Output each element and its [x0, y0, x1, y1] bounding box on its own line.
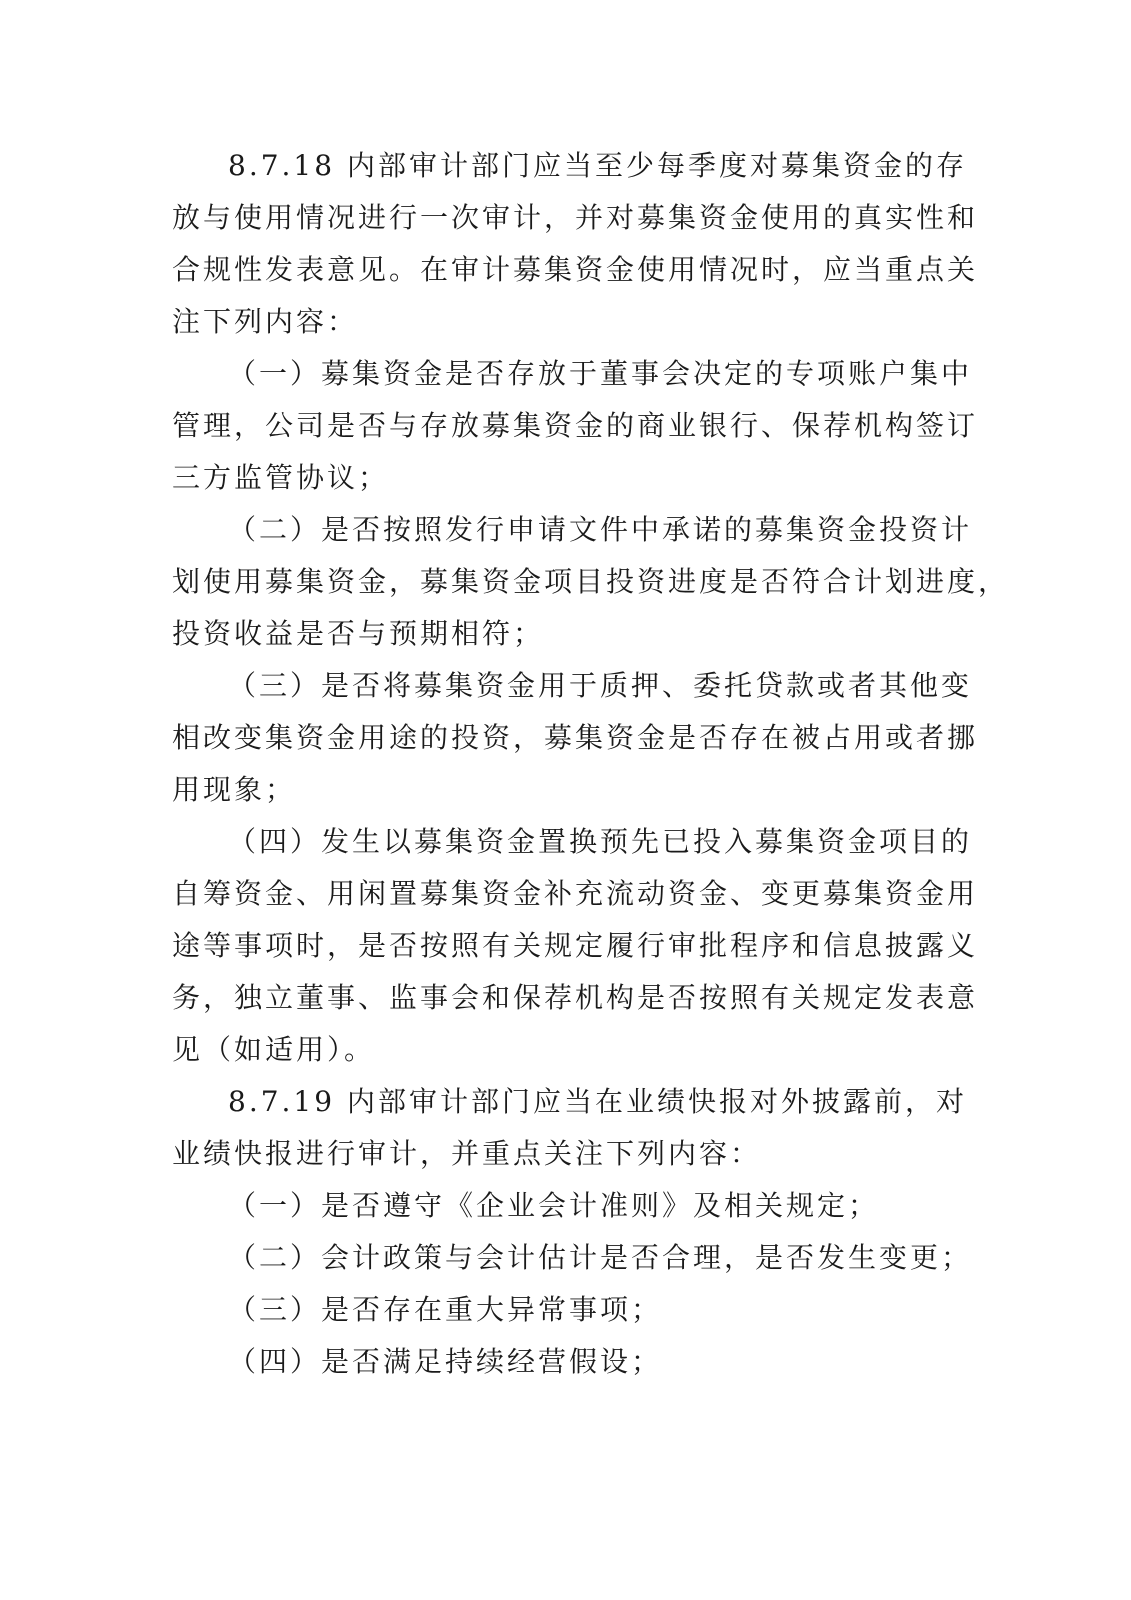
text-line: （三）是否将募集资金用于质押、委托贷款或者其他变 — [228, 669, 973, 702]
text-line: 业绩快报进行审计，并重点关注下列内容： — [172, 1137, 762, 1170]
text-line: 三方监管协议； — [172, 461, 390, 494]
text-line: 管理，公司是否与存放募集资金的商业银行、保荐机构签订 — [172, 409, 979, 442]
text-line: 相改变集资金用途的投资，募集资金是否存在被占用或者挪 — [172, 721, 979, 754]
text-line: 务，独立董事、监事会和保荐机构是否按照有关规定发表意 — [172, 981, 979, 1014]
text-line: （三）是否存在重大异常事项； — [228, 1293, 663, 1326]
text-line: 注下列内容： — [172, 305, 359, 338]
text-line: （二）是否按照发行申请文件中承诺的募集资金投资计 — [228, 513, 973, 546]
text-line: 途等事项时，是否按照有关规定履行审批程序和信息披露义 — [172, 929, 979, 962]
text-line: （一）募集资金是否存放于董事会决定的专项账户集中 — [228, 357, 973, 390]
text-line: （二）会计政策与会计估计是否合理，是否发生变更； — [228, 1241, 973, 1274]
text-line: 见（如适用）。 — [172, 1033, 376, 1066]
text-line: 用现象； — [172, 773, 297, 806]
text-line: 合规性发表意见。在审计募集资金使用情况时，应当重点关 — [172, 253, 979, 286]
text-line: 自筹资金、用闲置募集资金补充流动资金、变更募集资金用 — [172, 877, 979, 910]
text-line: 放与使用情况进行一次审计，并对募集资金使用的真实性和 — [172, 201, 979, 234]
text-line: 8.7.18 内部审计部门应当至少每季度对募集资金的存 — [228, 149, 967, 182]
text-line: 投资收益是否与预期相符； — [172, 617, 545, 650]
text-line: 8.7.19 内部审计部门应当在业绩快报对外披露前，对 — [228, 1085, 967, 1118]
text-line: 划使用募集资金，募集资金项目投资进度是否符合计划进度， — [172, 565, 1010, 598]
text-line: （四）是否满足持续经营假设； — [228, 1345, 663, 1378]
text-line: （一）是否遵守《企业会计准则》及相关规定； — [228, 1189, 880, 1222]
text-line: （四）发生以募集资金置换预先已投入募集资金项目的 — [228, 825, 973, 858]
